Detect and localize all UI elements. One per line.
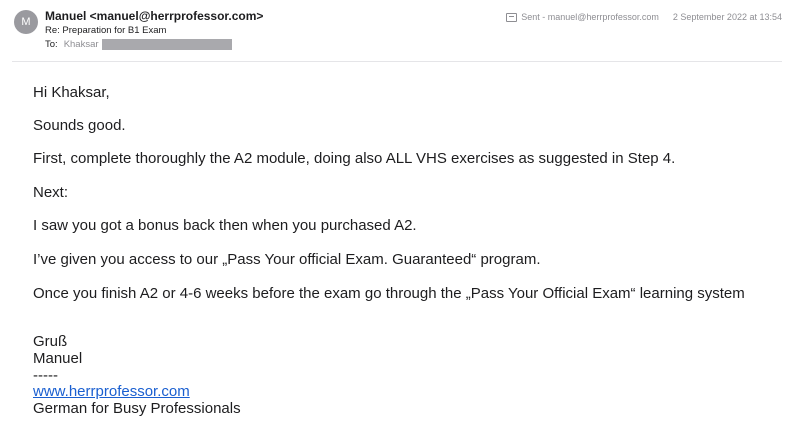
signature-separator: ----- xyxy=(33,367,58,384)
body-line: I’ve given you access to our „Pass Your official Exam. Guaranteed“ program. xyxy=(33,251,541,268)
redacted-address xyxy=(102,39,232,50)
signature-tagline: German for Busy Professionals xyxy=(33,400,241,417)
body-line: I saw you got a bonus back then when you purchased A2. xyxy=(33,217,417,234)
body-line: Next: xyxy=(33,184,69,201)
mailbox-label[interactable]: Sent - manuel@herrprofessor.com xyxy=(521,12,659,22)
sent-date: 2 September 2022 at 13:54 xyxy=(672,12,782,22)
body-line: Sounds good. xyxy=(33,117,126,134)
signature-name: Manuel xyxy=(33,350,83,367)
greeting: Hi Khaksar, xyxy=(33,84,110,101)
recipient-row xyxy=(45,39,232,50)
header-divider xyxy=(12,61,782,62)
sender-field[interactable]: Manuel <manuel@herrprofessor.com> xyxy=(45,9,264,23)
website-link[interactable]: www.herrprofessor.com xyxy=(33,383,190,400)
email-header xyxy=(0,0,800,62)
message-meta xyxy=(506,12,782,22)
body-line: Once you finish A2 or 4-6 weeks before the exam go through the „Pass Your Official Exam“ learning system xyxy=(33,285,745,302)
subject-line: Re: Preparation for B1 Exam xyxy=(45,25,167,36)
to-label: To: xyxy=(45,39,58,50)
recipient-name[interactable]: Khaksar xyxy=(63,39,99,50)
body-line: First, complete thoroughly the A2 module, doing also ALL VHS exercises as suggested in Step 4. xyxy=(33,150,676,167)
signature-sign-off: Gruß xyxy=(33,333,68,350)
avatar[interactable]: M xyxy=(14,10,38,34)
tray-icon xyxy=(506,13,517,22)
